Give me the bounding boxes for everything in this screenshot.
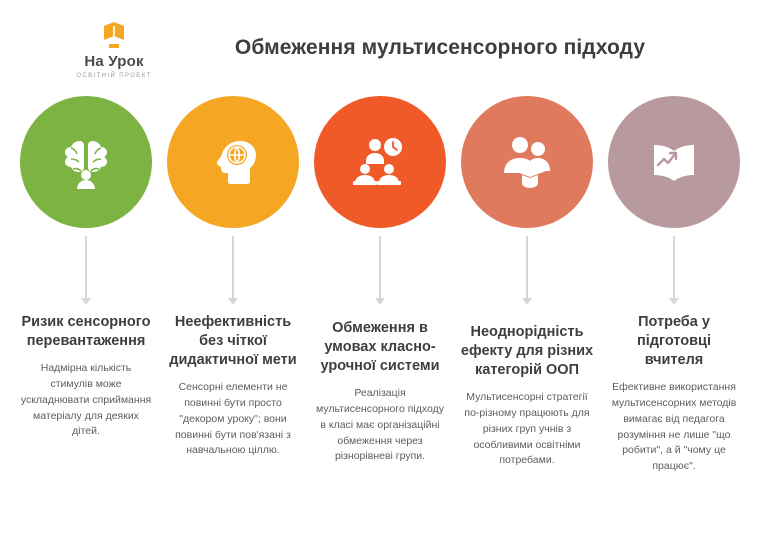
column-body-1: Надмірна кількість стимулів може ускладнювати сприймання матеріалу для деяких дітей. — [20, 362, 152, 438]
connector-line-2 — [232, 236, 234, 298]
column-risk-overload — [16, 96, 156, 475]
column-body-3: Реалізація мультисенсорного підходу в класі має організаційні обмеження через різнорівневі групи. — [316, 387, 444, 463]
column-teacher-training — [604, 96, 744, 475]
page-title: Обмеження мультисенсорного підходу — [234, 36, 646, 59]
logo-subtitle: ОСВІТНІЙ ПРОЕКТ — [76, 72, 152, 79]
connector-arrow-3 — [375, 298, 385, 305]
book-growth-arrow-icon — [643, 131, 705, 193]
connector-arrow-1 — [81, 298, 91, 305]
open-book-icon — [97, 18, 131, 52]
connector-line-5 — [673, 236, 675, 298]
column-title-3: Обмеження в умовах класно-урочної системи — [320, 320, 440, 375]
column-heterogeneous-effect — [457, 96, 597, 475]
column-class-lesson-system — [310, 96, 450, 475]
column-title-5: Потреба у підготовці вчителя — [637, 314, 711, 369]
connector-line-3 — [379, 236, 381, 298]
icon-circle-5 — [608, 96, 740, 228]
connector-arrow-2 — [228, 298, 238, 305]
column-body-4: Мультисенсорні стратегії по-різному працюють для різних груп учнів з особливими освітніми потребами. — [464, 391, 590, 467]
icon-circle-3 — [314, 96, 446, 228]
infographic-columns — [16, 96, 744, 475]
people-graduation-cap-icon — [496, 131, 558, 193]
connector-arrow-4 — [522, 298, 532, 305]
column-title-4: Неоднорідність ефекту для різних категорій ООП — [460, 324, 594, 379]
column-title-2: Неефективність без чіткої дидактичної мети — [169, 314, 297, 369]
brain-hemispheres-icon — [55, 131, 117, 193]
icon-circle-4 — [461, 96, 593, 228]
connector-line-1 — [85, 236, 87, 298]
column-no-clear-goal — [163, 96, 303, 475]
logo-title: На Урок — [84, 53, 144, 70]
column-title-1: Ризик сенсорного перевантаження — [21, 314, 151, 350]
icon-circle-2 — [167, 96, 299, 228]
column-body-5: Ефективне використання мультисенсорних методів вимагає від педагога розуміння не лише "що робити", а й "чому це працює". — [611, 381, 737, 473]
column-body-2: Сенсорні елементи не повинні бути просто "декором уроку"; вони повинні бути пов'язані з навчальною ціллю. — [175, 381, 291, 457]
teacher-clock-students-icon — [349, 131, 411, 193]
connector-arrow-5 — [669, 298, 679, 305]
head-with-globe-icon — [202, 131, 264, 193]
connector-line-4 — [526, 236, 528, 298]
icon-circle-1 — [20, 96, 152, 228]
logo — [66, 18, 162, 79]
